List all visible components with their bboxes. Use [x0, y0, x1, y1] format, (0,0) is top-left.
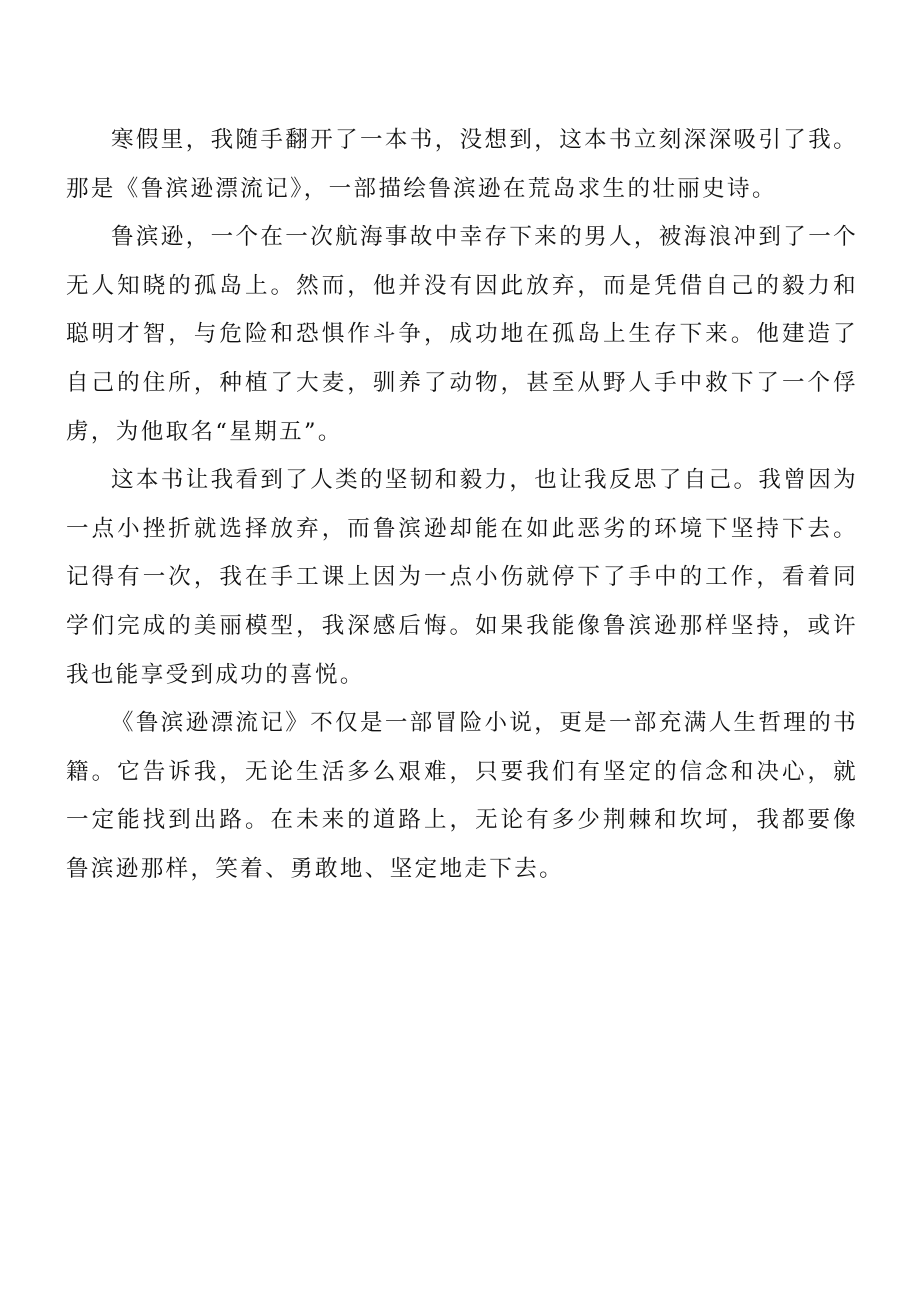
paragraph-1: 寒假里，我随手翻开了一本书，没想到，这本书立刻深深吸引了我。那是《鲁滨逊漂流记》，一部描绘鲁滨逊在荒岛求生的壮丽史诗。 [66, 127, 859, 202]
essay-body [66, 116, 858, 894]
paragraph-3: 这本书让我看到了人类的坚韧和毅力，也让我反思了自己。我曾因为一点小挫折就选择放弃，而鲁滨逊却能在如此恶劣的环境下坚持下去。记得有一次，我在手工课上因为一点小伤就停下了手中的工作，看着同学们完成的美丽模型，我深感后悔。如果我能像鲁滨逊那样坚持，或许我也能享受到成功的喜悦。 [66, 467, 859, 688]
paragraph-4: 《鲁滨逊漂流记》不仅是一部冒险小说，更是一部充满人生哲理的书籍。它告诉我，无论生活多么艰难，只要我们有坚定的信念和决心，就一定能找到出路。在未来的道路上，无论有多少荆棘和坎坷，我都要像鲁滨逊那样，笑着、勇敢地、坚定地走下去。 [66, 710, 859, 882]
paragraph-2: 鲁滨逊，一个在一次航海事故中幸存下来的男人，被海浪冲到了一个无人知晓的孤岛上。然而，他并没有因此放弃，而是凭借自己的毅力和聪明才智，与危险和恐惧作斗争，成功地在孤岛上生存下来。他建造了自己的住所，种植了大麦，驯养了动物，甚至从野人手中救下了一个俘虏，为他取名“星期五”。 [66, 224, 859, 445]
